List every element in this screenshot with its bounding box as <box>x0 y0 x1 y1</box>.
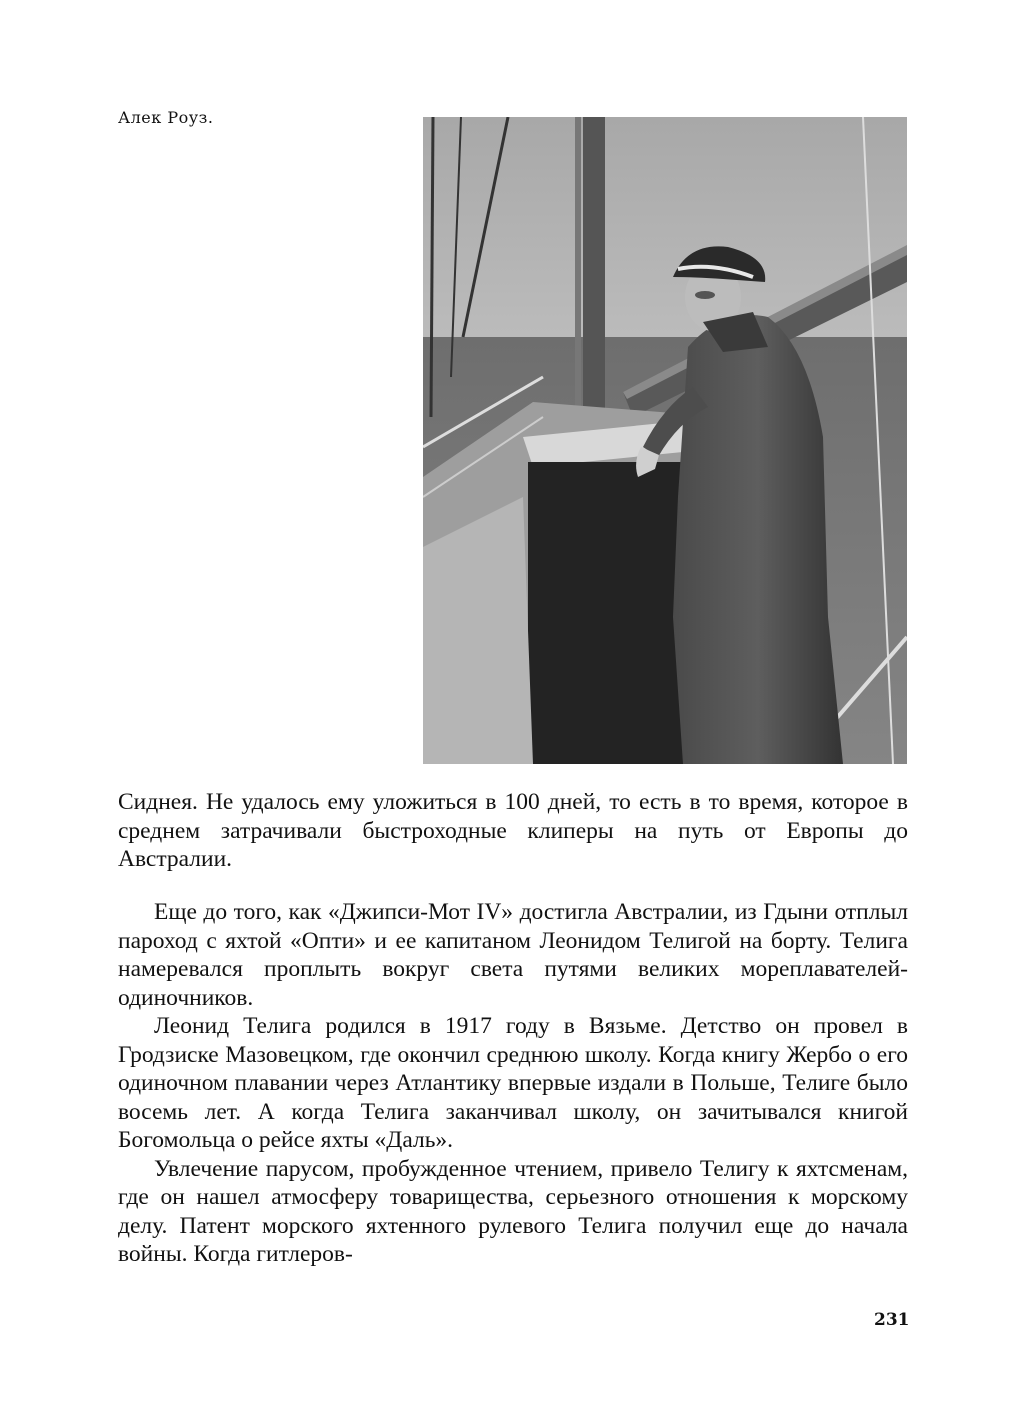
body-text <box>118 898 908 1269</box>
figure-caption: Алек Роуз. <box>118 108 214 127</box>
paragraph-text: Сиднея. Не удалось ему уложиться в 100 дней, то есть в то время, которое в среднем затрачивали быстроходные клиперы на путь от Европы до Австралии. <box>118 789 908 872</box>
paragraph-1: Еще до того, как «Джипси-Мот IV» достигла Австралии, из Гдыни отплыл пароход с яхтой «Опти» и ее капитаном Леонидом Телигой на борту. Телига намеревался проплыть вокруг света путями великих мореплавателей-одиночников. <box>118 899 908 1011</box>
photo-illustration <box>423 117 907 764</box>
photo-sailor-on-yacht <box>423 117 907 764</box>
paragraph-2: Леонид Телига родился в 1917 году в Вязьме. Детство он провел в Гродзиске Мазовецком, где окончил среднюю школу. Когда книгу Жербо о его одиночном плавании через Атлантику впервые издали в Польше, Телиге было восемь лет. А когда Телига заканчивал школу, он зачитывался книгой Богомольца о рейсе яхты «Даль». <box>118 1013 908 1153</box>
page-number: 231 <box>874 1310 910 1330</box>
continuation-paragraph <box>118 788 908 874</box>
paragraph-3: Увлечение парусом, пробужденное чтением, привело Телигу к яхтсменам, где он нашел атмосферу товарищества, серьезного отношения к морскому делу. Патент морского яхтенного рулевого Телига получил еще до начала войны. Когда гитлеров- <box>118 1155 908 1267</box>
